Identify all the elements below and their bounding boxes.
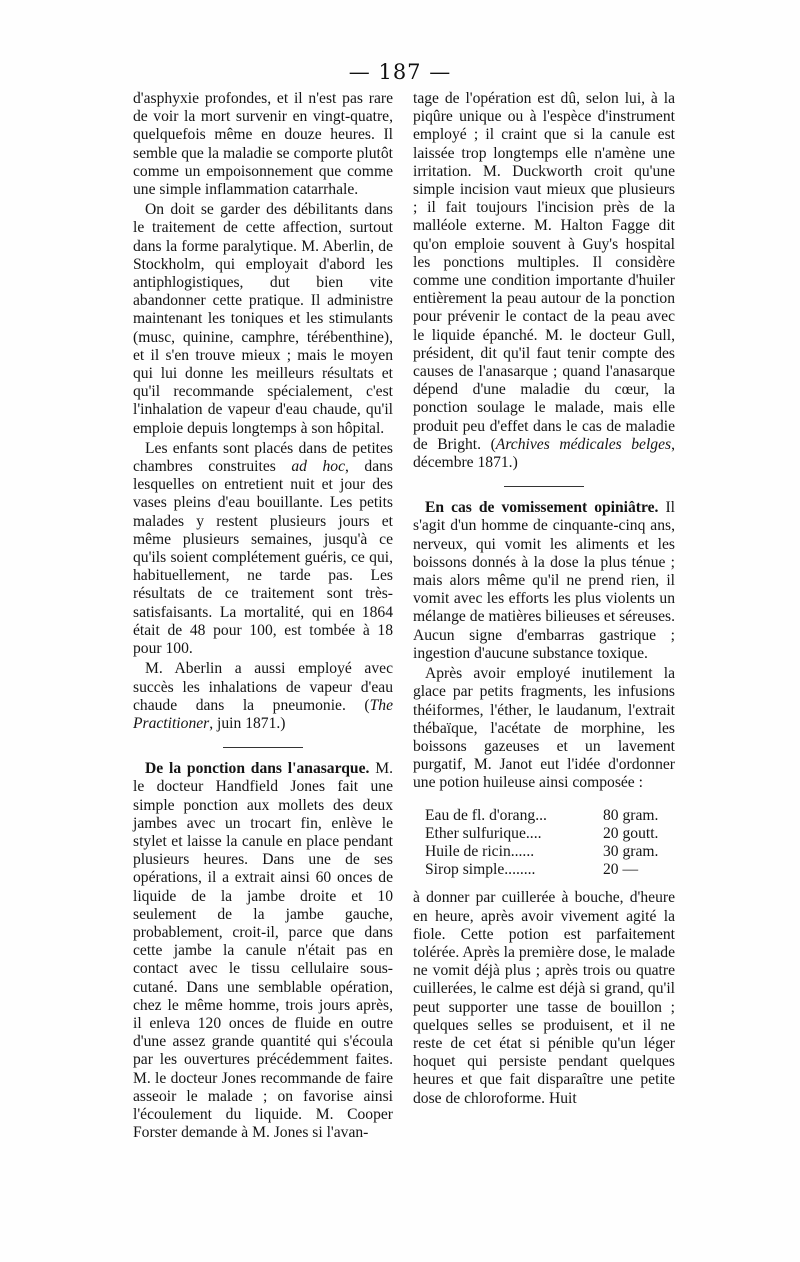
italic-text: ad hoc [291, 458, 345, 476]
italic-citation: The Practitioner [133, 696, 393, 732]
recipe-quantity: 80 gram. [603, 806, 659, 824]
text-run: M. Aberlin a aussi employé avec succès les inhalations de vapeur d'eau chaude dans la pneumonie. ( [133, 660, 393, 714]
paragraph [413, 90, 675, 472]
recipe-row [413, 843, 675, 861]
page-number: — 187 — [348, 60, 452, 84]
text-run: , juin 1871.) [209, 714, 286, 732]
divider [223, 747, 303, 748]
paragraph: Après avoir employé inutilement la glace par petits fragments, les infusions théiformes, l'éther, le laudanum, l'extrait thébaïque, l'acétate de morphine, les boissons gazeuses et un lavement purgatif, M. Janot eut l'idée d'ordonner une potion huileuse ainsi composée : [413, 665, 675, 792]
italic-citation: Archives médicales belges [495, 435, 672, 453]
paragraph: à donner par cuillerée à bouche, d'heure en heure, après avoir vivement agité la fiole. Cette potion est parfaitement tolérée. Après la première dose, le malade ne vomit déjà plus ; après trois ou quatre cuillerées, le calme est déjà si grand, qu'il peut supporter une tasse de bouillon ; quelques selles se produisent, et il ne reste de cet état si pénible qu'un léger hoquet qui persiste pendant quelques heures et que fait disparaître une petite dose de chloroforme. Huit [413, 889, 675, 1107]
section-heading: De la ponction dans l'anasarque. [145, 760, 370, 778]
paragraph: d'asphyxie profondes, et il n'est pas rare de voir la mort survenir en vingt-quatre, quelquefois même en douze heures. Il semble que la maladie se comporte plutôt comme un empoisonnement que comme une simple inflammation catarrhale. [133, 90, 393, 199]
recipe-quantity: 20 goutt. [603, 824, 659, 842]
text-run: tage de l'opération est dû, selon lui, à la piqûre unique ou à l'espèce d'instrument employé ; il craint que si la canule est laissée trop longtemps elle n'amène une irritation. M. Duckworth croit qu'une simple incision vaut mieux que plusieurs ; il fait toujours l'incision près de la malléole externe. M. Halton Fagge dit qu'on emploie souvent à Guy's hospital les ponctions multiples. Il considère comme une condition importante d'huiler entièrement la peau autour de la ponction pour prévenir le contact de la peau avec le liquide épanché. M. le docteur Gull, président, dit qu'il faut tenir compte des causes de l'anasarque ; quand l'anasarque dépend d'une maladie du cœur, la ponction soulage le malade, mais elle produit peu d'effet dans le cas de maladie de Bright. ( [413, 90, 675, 453]
recipe-ingredient: Sirop simple........ [425, 861, 536, 879]
divider [504, 486, 584, 487]
recipe-row [413, 825, 675, 843]
text-run: , décembre 1871.) [413, 435, 675, 472]
text-run: , dans lesquelles on entretient nuit et jour des vases pleins d'eau bouillante. Les petits malades y restent plusieurs jours et même plusieurs semaines, jusqu'à ce qu'ils soient complétement guéris, ce qui, habituellement, ne tarde pas. Les résultats de ce traitement sont très-satisfaisants. La mortalité, qui en 1864 était de 48 pour 100, est tombée à 18 pour 100. [133, 458, 394, 658]
recipe-quantity: 20 — [603, 861, 639, 879]
recipe-ingredient: Eau de fl. d'orang... [425, 806, 547, 824]
right-column [413, 90, 675, 1110]
paragraph [133, 660, 393, 733]
paragraph [133, 760, 393, 1142]
text-run: M. le docteur Handfield Jones fait une simple ponction aux mollets des deux jambes avec un trocart fin, enlève le stylet et laisse la canule en place pendant plusieurs heures. Dans une de ses opérations, il a extrait ainsi 60 onces de liquide de la jambe droite et 10 seulement de la jambe gauche, probablement, croit-il, parce que dans cette jambe la canule n'était pas en contact avec le tissu cellulaire sous-cutané. Dans une semblable opération, chez le même homme, trois jours après, il enleva 120 onces de fluide en outre d'une assez grande quantité qui s'écoula par les ouvertures précédemment faites. M. le docteur Jones recommande de faire asseoir le malade ; on favorise ainsi l'écoulement du liquide. M. Cooper Forster demande à M. Jones si l'avan- [133, 760, 393, 1142]
paragraph: On doit se garder des débilitants dans le traitement de cette affection, surtout dans la forme paralytique. M. Aberlin, de Stockholm, qui employait d'abord les antiphlogistiques, dut bien vite abandonner cette pratique. Il administre maintenant les toniques et les stimulants (musc, quinine, camphre, térébenthine), et il s'en trouve mieux ; mais le moyen qui lui donne les meilleurs résultats et qu'il recommande spécialement, c'est l'inhalation de vapeur d'eau chaude, qu'il emploie depuis longtemps à son hôpital. [133, 201, 393, 437]
text-run: Il s'agit d'un homme de cinquante-cinq ans, nerveux, qui vomit les aliments et les boissons donnés à la dose la plus ténue ; mais alors même qu'il ne prend rien, il vomit avec les efforts les plus violents un mélange de matières bilieuses et séreuses. Aucun signe d'embarras gastrique ; ingestion d'aucune substance toxique. [413, 499, 675, 662]
recipe-ingredient: Huile de ricin...... [425, 842, 535, 860]
paragraph [413, 499, 675, 663]
recipe-row [413, 861, 675, 879]
recipe-quantity: 30 gram. [603, 842, 659, 860]
recipe-ingredient: Ether sulfurique.... [425, 824, 542, 842]
recipe-list [413, 807, 675, 880]
paragraph [133, 440, 393, 658]
left-column [133, 90, 393, 1144]
text-run: Les enfants sont placés dans de petites chambres construites [133, 439, 393, 476]
section-heading: En cas de vomissement opiniâtre. [425, 499, 659, 517]
recipe-row [413, 807, 675, 825]
